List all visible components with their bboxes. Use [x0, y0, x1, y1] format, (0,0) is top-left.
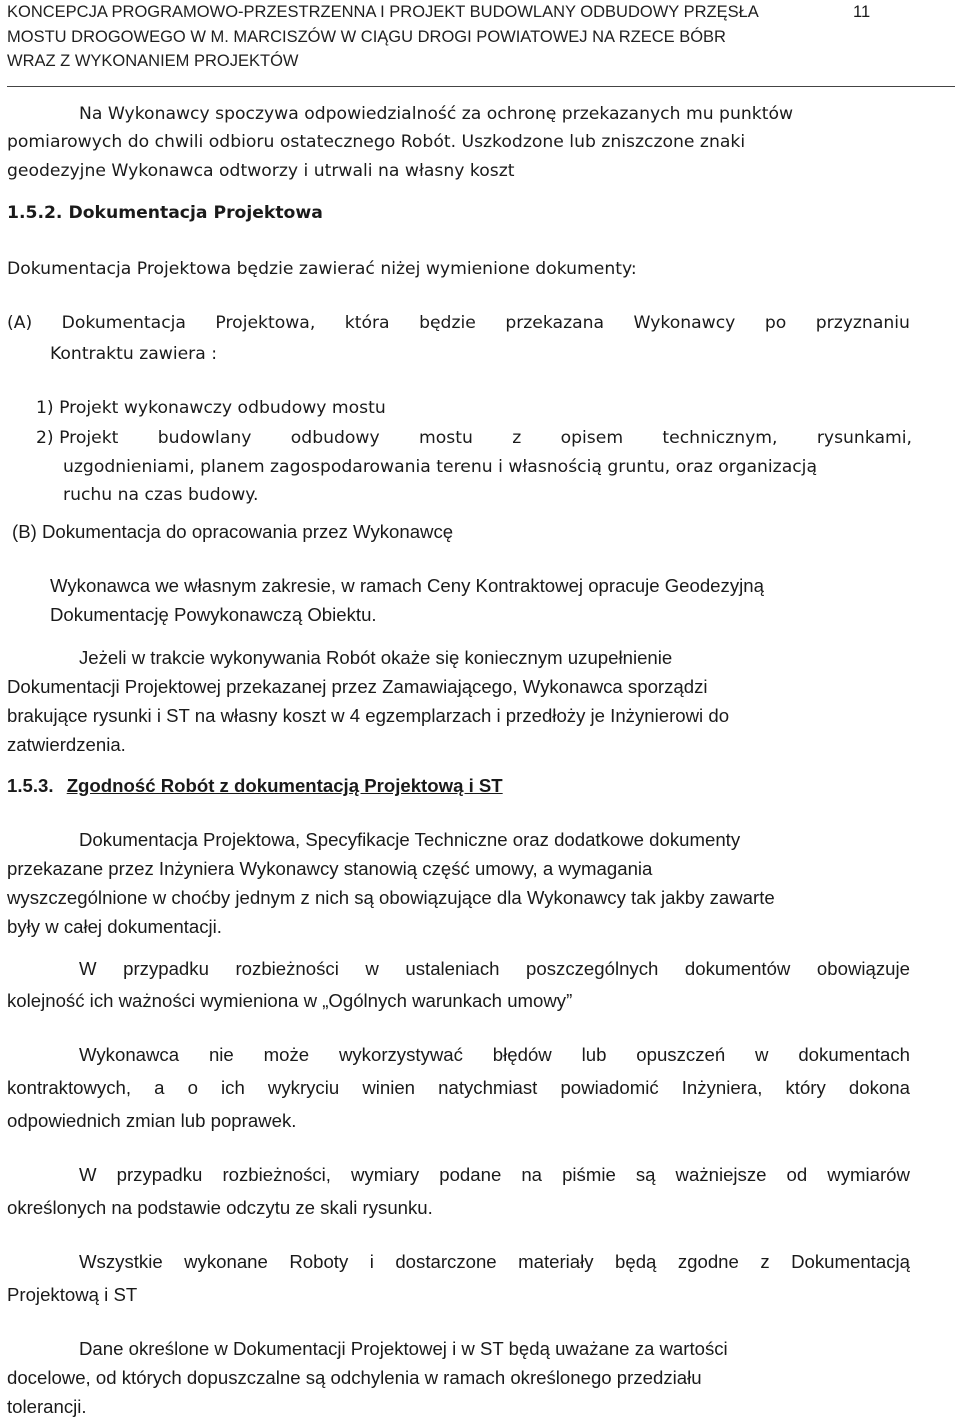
s153-p5-line-2: Projektową i ST [7, 1284, 138, 1305]
s153-p3-line-2 [7, 1077, 910, 1099]
section-number: 1.5.3. [7, 775, 54, 796]
header-line-2: MOSTU DROGOWEGO W M. MARCISZÓW W CIĄGU DROGI POWIATOWEJ NA RZECE BÓBR [7, 27, 726, 46]
header-rule [7, 86, 955, 87]
word: materiały [518, 1251, 594, 1272]
word: który [785, 1077, 826, 1098]
word: mostu [419, 428, 473, 448]
paragraph-line-1: Jeżeli w trakcie wykonywania Robót okaże się koniecznym uzupełnienie [79, 647, 673, 668]
word: będą [615, 1251, 657, 1272]
word: technicznym, [662, 428, 778, 448]
word: winien [362, 1077, 416, 1098]
word: będzie [419, 313, 476, 333]
word: dokumentach [798, 1044, 910, 1065]
word: przyznaniu [815, 313, 910, 333]
word: budowlany [157, 428, 252, 448]
s153-p3-line-3: odpowiednich zmian lub poprawek. [7, 1110, 297, 1131]
s153-p6-line-1: Dane określone w Dokumentacji Projektowej i w ST będą uważane za wartości [79, 1338, 728, 1359]
paragraph-line-2: Dokumentacji Projektowej przekazanej przez Zamawiającego, Wykonawca sporządzi [7, 676, 708, 697]
s152-intro: Dokumentacja Projektowa będzie zawierać niżej wymienione dokumenty: [7, 259, 637, 279]
word: lub [581, 1044, 607, 1065]
word: w [755, 1044, 769, 1065]
section-title: Zgodność Robót z dokumentacją Projektową i ST [66, 775, 503, 796]
word: z [512, 428, 522, 448]
word: rysunkami, [816, 428, 912, 448]
word: w [365, 958, 379, 979]
s153-p3-line-1 [79, 1044, 910, 1066]
word: wykryciu [267, 1077, 340, 1098]
word: opuszczeń [636, 1044, 726, 1065]
section-heading-1-5-2: 1.5.2. Dokumentacja Projektowa [7, 203, 323, 223]
word: przypadku [116, 1164, 203, 1185]
word: kontraktowych, [7, 1077, 132, 1098]
s153-p1-line-2: przekazane przez Inżyniera Wykonawcy stanowią część umowy, a wymagania [7, 858, 653, 879]
word: zgodne [677, 1251, 739, 1272]
section-heading-1-5-3 [7, 775, 503, 797]
subsection-b-heading: (B) Dokumentacja do opracowania przez Wykonawcę [12, 521, 454, 542]
word: wymiary [351, 1164, 420, 1185]
list-item-2-line-1 [36, 428, 912, 448]
word: nie [208, 1044, 234, 1065]
word: wykonane [184, 1251, 268, 1272]
list-item-2-line-3: ruchu na czas budowy. [63, 485, 259, 505]
paragraph-line-4: zatwierdzenia. [7, 734, 126, 755]
s152-a-line-2: Kontraktu zawiera : [50, 344, 218, 364]
paragraph-line-3: brakujące rysunki i ST na własny koszt w 4 egzemplarzach i przedłoży je Inżynierowi do [7, 705, 730, 726]
word: podane [439, 1164, 502, 1185]
word: powiadomić [560, 1077, 659, 1098]
word: opisem [560, 428, 624, 448]
s153-p1-line-1: Dokumentacja Projektowa, Specyfikacje Techniczne oraz dodatkowe dokumenty [79, 829, 741, 850]
b-line-1: Wykonawca we własnym zakresie, w ramach Ceny Kontraktowej opracuje Geodezyjną [50, 575, 764, 596]
word: o [187, 1077, 198, 1098]
s153-p2-line-2: kolejność ich ważności wymieniona w „Ogólnych warunkach umowy” [7, 990, 573, 1011]
word: piśmie [562, 1164, 616, 1185]
word: i [369, 1251, 374, 1272]
running-header [7, 0, 842, 74]
word: Wykonawca [79, 1044, 180, 1065]
word: Wszystkie [79, 1251, 163, 1272]
s153-p6-line-3: tolerancji. [7, 1396, 87, 1417]
word: rozbieżności, [222, 1164, 331, 1185]
intro-line-3: geodezyjne Wykonawca odtworzy i utrwali na własny koszt [7, 161, 515, 181]
word: na [521, 1164, 543, 1185]
s153-p1-line-4: były w całej dokumentacji. [7, 916, 222, 937]
list-item-1: 1) Projekt wykonawczy odbudowy mostu [36, 398, 386, 418]
word: a [154, 1077, 165, 1098]
word: są [635, 1164, 656, 1185]
word: która [344, 313, 390, 333]
b-line-2: Dokumentację Powykonawczą Obiektu. [50, 604, 377, 625]
word: W [79, 1164, 97, 1185]
word: dokumentów [684, 958, 791, 979]
word: 2) Projekt [36, 428, 119, 448]
s153-p6-line-2: docelowe, od których dopuszczalne są odchylenia w ramach określonego przedziału [7, 1367, 702, 1388]
word: dostarczone [395, 1251, 497, 1272]
word: przypadku [123, 958, 209, 979]
header-line-3: WRAZ Z WYKONANIEM PROJEKTÓW [7, 52, 299, 70]
header-line-1: KONCEPCJA PROGRAMOWO-PRZESTRZENNA I PROJEKT BUDOWLANY ODBUDOWY PRZĘSŁA [7, 3, 759, 21]
word: W [79, 958, 97, 979]
word: rozbieżności [235, 958, 339, 979]
word: odbudowy [290, 428, 380, 448]
word: Inżyniera, [681, 1077, 763, 1098]
word: Dokumentacja [61, 313, 186, 333]
word: ważniejsze [675, 1164, 767, 1185]
word: Roboty [289, 1251, 349, 1272]
word: wykorzystywać [338, 1044, 463, 1065]
s153-p5-line-1 [79, 1251, 910, 1273]
word: wymiarów [827, 1164, 910, 1185]
word: ich [221, 1077, 245, 1098]
word: (A) [7, 313, 33, 333]
word: może [263, 1044, 310, 1065]
word: błędów [492, 1044, 552, 1065]
word: dokona [848, 1077, 910, 1098]
word: obowiązuje [816, 958, 910, 979]
word: z [760, 1251, 770, 1272]
intro-line-2: pomiarowych do chwili odbioru ostatecznego Robót. Uszkodzone lub zniszczone znaki [7, 132, 746, 152]
word: Projektowa, [215, 313, 316, 333]
word: poszczególnych [526, 958, 659, 979]
word: Wykonawcy [633, 313, 736, 333]
page-number: 11 [853, 3, 871, 21]
word: Dokumentacją [791, 1251, 910, 1272]
list-item-2-line-2: uzgodnieniami, planem zagospodarowania terenu i własnością gruntu, oraz organizacją [63, 457, 817, 477]
word: natychmiast [438, 1077, 538, 1098]
s153-p1-line-3: wyszczególnione w choćby jednym z nich są obowiązujące dla Wykonawcy tak jakby zawarte [7, 887, 775, 908]
s152-a-line-1 [7, 313, 910, 333]
word: ustaleniach [405, 958, 500, 979]
word: od [786, 1164, 808, 1185]
word: przekazana [505, 313, 605, 333]
s153-p4-line-2: określonych na podstawie odczytu ze skali rysunku. [7, 1197, 433, 1218]
s153-p2-line-1 [79, 958, 910, 980]
intro-line-1: Na Wykonawcy spoczywa odpowiedzialność za ochronę przekazanych mu punktów [79, 104, 794, 124]
s153-p4-line-1 [79, 1164, 910, 1186]
word: po [764, 313, 787, 333]
